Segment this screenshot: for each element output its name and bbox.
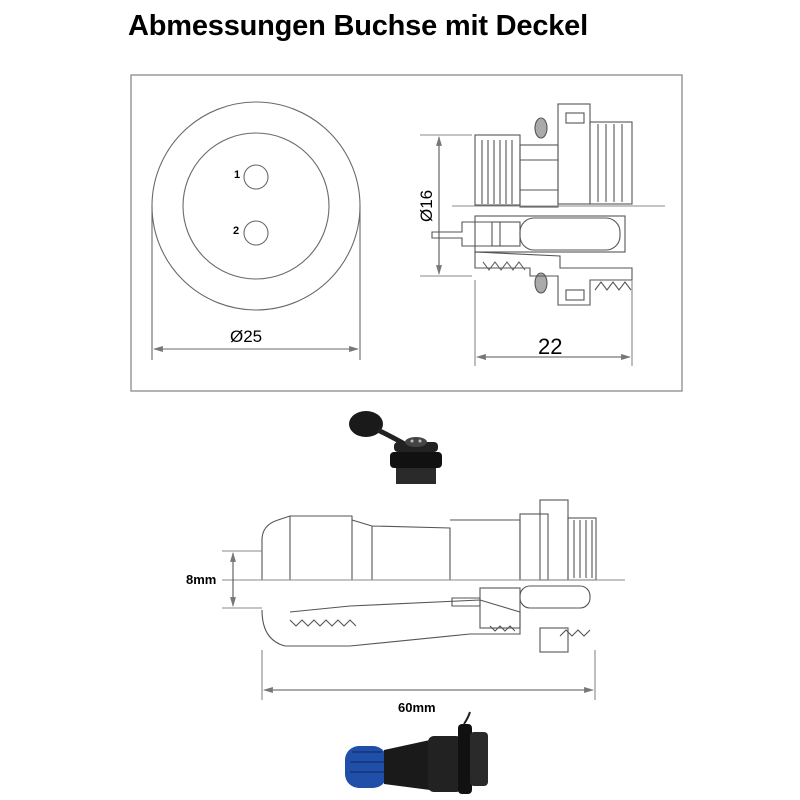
dimension-label-22: 22	[538, 334, 563, 359]
page-title: Abmessungen Buchse mit Deckel	[128, 10, 588, 42]
dimension-label-d16: Ø16	[417, 189, 436, 222]
socket-with-cap-photo	[349, 411, 442, 484]
dimension-label-d25: Ø25	[230, 327, 263, 346]
plug-assembly-photo	[345, 712, 488, 794]
dimension-label-8mm: 8mm	[186, 572, 217, 587]
pin-label-1: 1	[234, 169, 241, 181]
pin-label-2: 2	[233, 225, 240, 237]
dimension-label-60mm: 60mm	[398, 700, 436, 715]
assembly-view	[222, 500, 625, 700]
